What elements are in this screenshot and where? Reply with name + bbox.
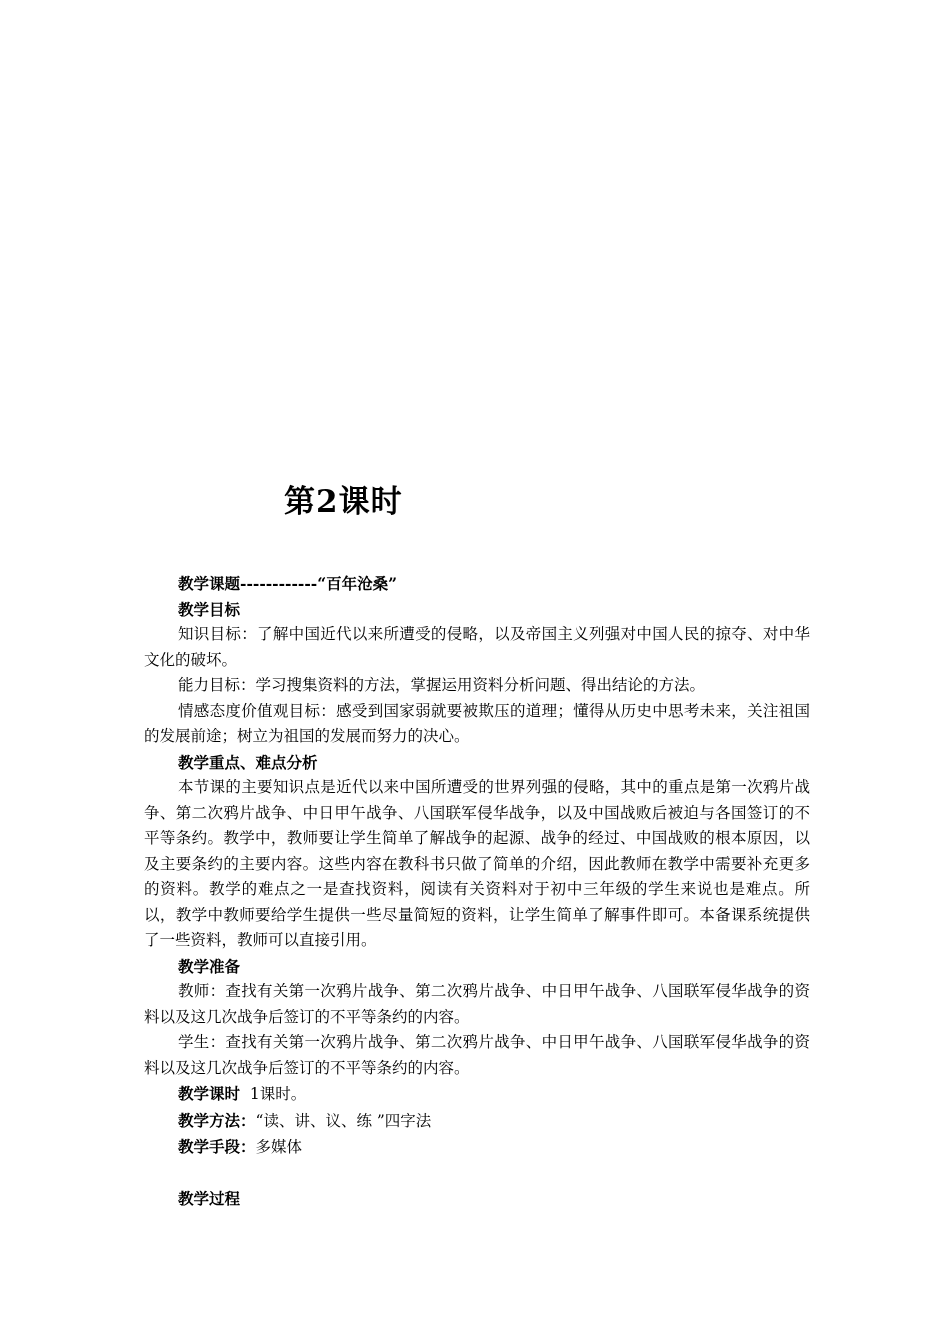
method-label: 教学方法： bbox=[178, 1110, 256, 1130]
topic-label: 教学课题 bbox=[178, 574, 241, 593]
page-title: 第2课时 bbox=[284, 484, 403, 520]
topic-dashes: ------------ bbox=[240, 574, 318, 593]
hours-line bbox=[144, 1081, 810, 1108]
blank-line bbox=[144, 1161, 810, 1187]
method-value: “读、讲、议、练 ”四字法 bbox=[255, 1111, 432, 1130]
emotion-objective: 情感态度价值观目标：感受到国家弱就要被欺压的道理；懂得从历史中思考未来，关注祖国的发展前途；树立为祖国的发展而努力的决心。 bbox=[144, 701, 810, 745]
means-line bbox=[144, 1134, 810, 1161]
ability-objective: 能力目标：学习搜集资料的方法，掌握运用资料分析问题、得出结论的方法。 bbox=[178, 676, 706, 694]
process-heading: 教学过程 bbox=[178, 1189, 241, 1208]
lesson-plan-body bbox=[144, 571, 810, 1212]
means-label: 教学手段： bbox=[178, 1137, 256, 1156]
student-preparation: 学生：查找有关第一次鸦片战争、第二次鸦片战争、中日甲午战争、八国联军侵华战争的资料以及这几次战争后签订的不平等条约的内容。 bbox=[144, 1033, 810, 1077]
method-line bbox=[144, 1108, 810, 1135]
preparation-heading: 教学准备 bbox=[178, 956, 241, 976]
knowledge-objective: 知识目标：了解中国近代以来所遭受的侵略，以及帝国主义列强对中国人民的掠夺、对中华文化的破坏。 bbox=[144, 625, 810, 669]
means-value: 多媒体 bbox=[255, 1138, 303, 1156]
hours-label: 教学课时 bbox=[178, 1084, 241, 1103]
objectives-heading: 教学目标 bbox=[178, 599, 241, 619]
hours-value: 1课时。 bbox=[240, 1085, 307, 1103]
topic-line bbox=[144, 571, 810, 597]
teacher-preparation: 教师：查找有关第一次鸦片战争、第二次鸦片战争、中日甲午战争、八国联军侵华战争的资料以及这几次战争后签订的不平等条约的内容。 bbox=[144, 982, 810, 1026]
analysis-heading: 教学重点、难点分析 bbox=[178, 752, 318, 772]
topic-value: “百年沧桑” bbox=[317, 574, 398, 593]
analysis-paragraph: 本节课的主要知识点是近代以来中国所遭受的世界列强的侵略，其中的重点是第一次鸦片战争、第二次鸦片战争、中日甲午战争、八国联军侵华战争，以及中国战败后被迫与各国签订的不平等条约。教学中，教师要让学生简单了解战争的起源、战争的经过、中国战败的根本原因，以及主要条约的主要内容。这些内容在教科书只做了简单的介绍，因此教师在教学中需要补充更多的资料。教学的难点之一是查找资料，阅读有关资料对于初中三年级的学生来说也是难点。所以，教学中教师要给学生提供一些尽量简短的资料，让学生简单了解事件即可。本备课系统提供了一些资料，教师可以直接引用。 bbox=[144, 778, 810, 949]
